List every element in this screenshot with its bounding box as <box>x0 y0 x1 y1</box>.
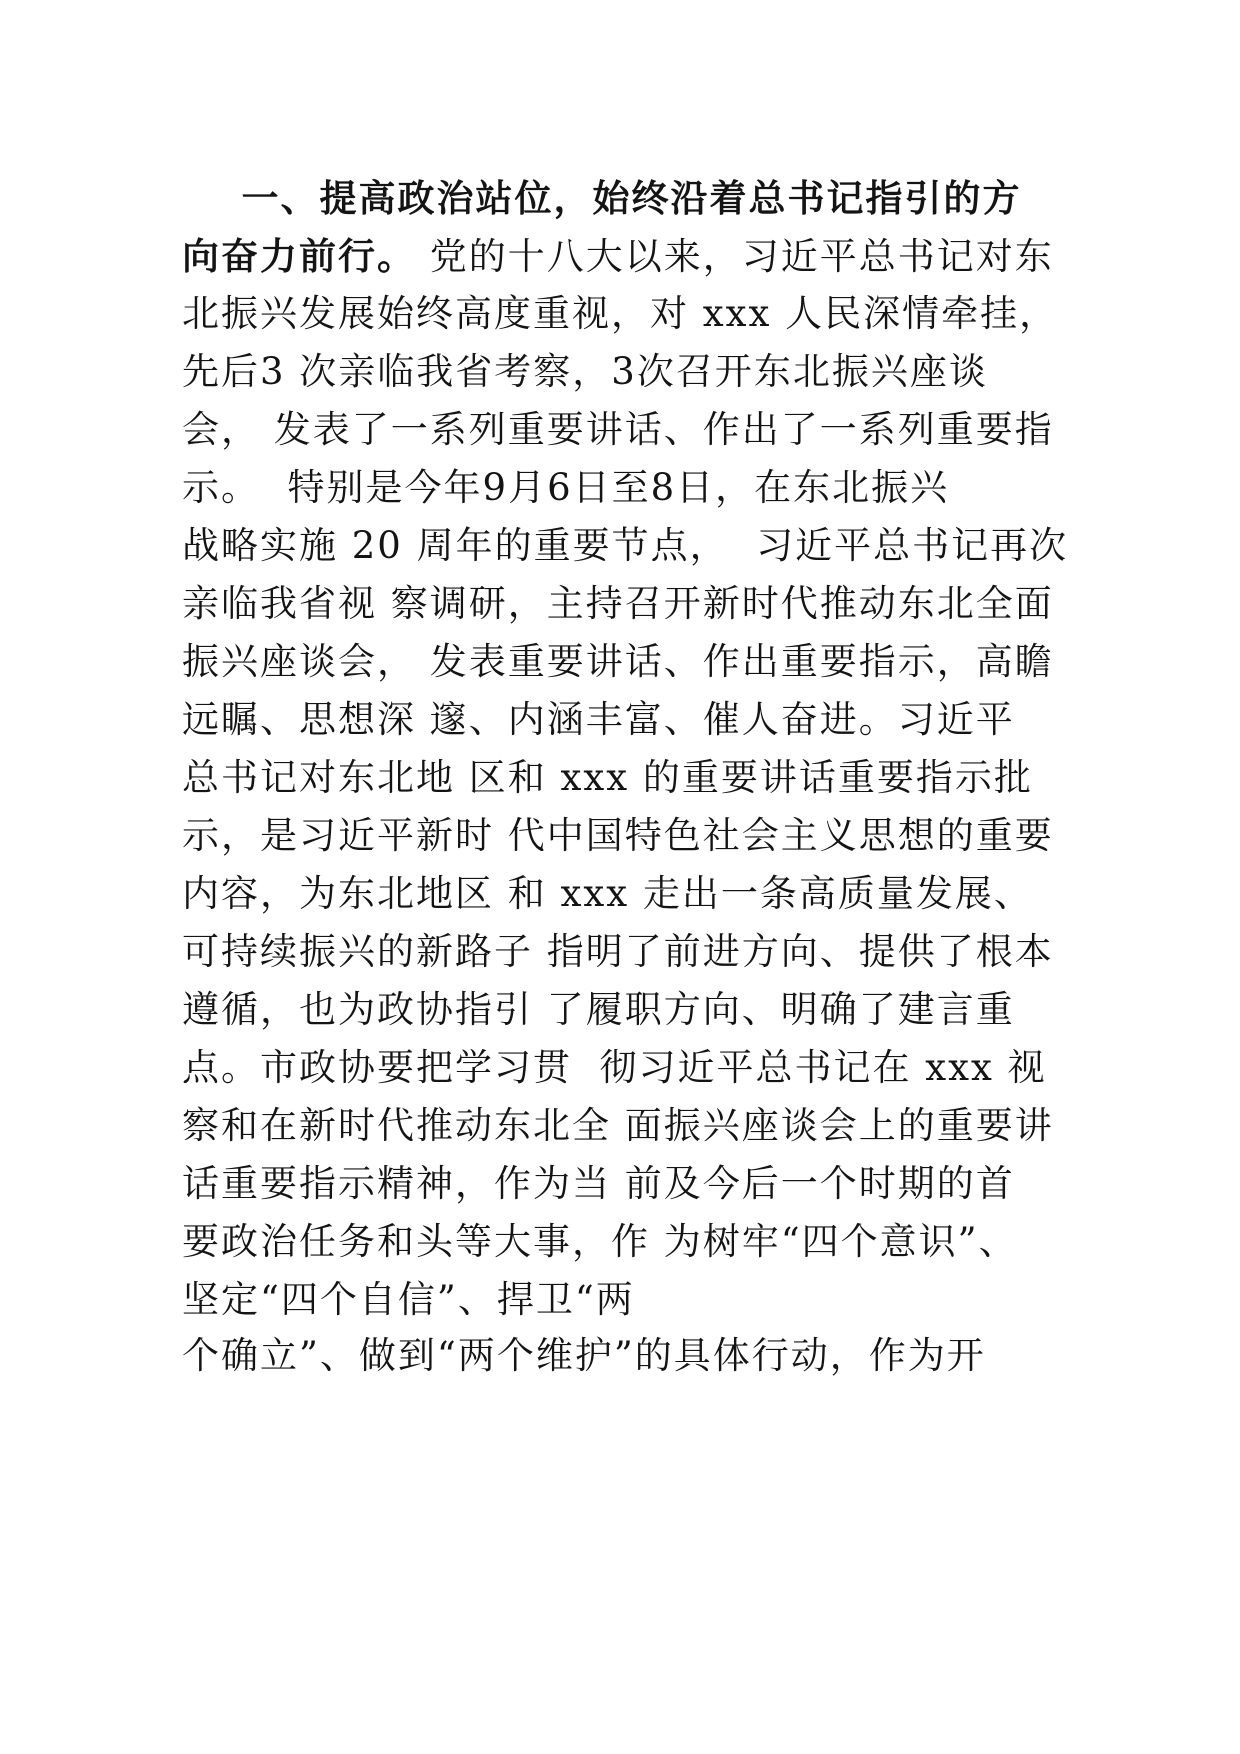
paragraph-line: 遵循，也为政协指引 了履职方向、明确了建言重 <box>182 988 1015 1031</box>
paragraph-line: 北振兴发展始终高度重视，对 xxx 人民深情牵挂， <box>182 292 1059 335</box>
paragraph-line: 内容，为东北地区 和 xxx 走出一条高质量发展、 <box>182 872 1033 915</box>
paragraph-line: 要政治任务和头等大事，作 为树牢“四个意识”、 <box>182 1220 1018 1263</box>
paragraph-line: 总书记对东北地 区和 xxx 的重要讲话重要指示批 <box>182 756 1033 799</box>
paragraph-line: 战略实施 20 周年的重要节点， 习近平总书记再次 <box>182 524 1069 567</box>
paragraph-line: 远瞩、思想深 邃、内涵丰富、催人奋进。习近平 <box>182 698 1015 741</box>
paragraph-line: 话重要指示精神，作为当 前及今后一个时期的首 <box>182 1162 1015 1205</box>
paragraph-line: 先后3 次亲临我省考察，3次召开东北振兴座谈 <box>182 350 988 393</box>
paragraph-line: 坚定“四个自信”、捍卫“两 <box>182 1278 635 1321</box>
paragraph-line <box>182 226 1054 286</box>
paragraph-line: 点。市政协要把学习贯 彻习近平总书记在 xxx 视 <box>182 1046 1047 1089</box>
paragraph-line: 会， 发表了一系列重要讲话、作出了一系列重要指 <box>182 408 1054 451</box>
paragraph-line: 可持续振兴的新路子 指明了前进方向、提供了根本 <box>182 930 1054 973</box>
paragraph-line: 示。 特别是今年9月6日至8日，在东北振兴 <box>182 466 950 509</box>
paragraph-line: 振兴座谈会， 发表重要讲话、作出重要指示，高瞻 <box>182 640 1054 683</box>
paragraph-line: 示，是习近平新时 代中国特色社会主义思想的重要 <box>182 814 1054 857</box>
paragraph-line: 察和在新时代推动东北全 面振兴座谈会上的重要讲 <box>182 1104 1054 1147</box>
section-heading-end: 向奋力前行。 <box>182 234 416 278</box>
paragraph-text: 党的十八大以来，习近平总书记对东 <box>416 235 1054 278</box>
paragraph-line: 个确立”、做到“两个维护”的具体行动，作为开 <box>182 1334 986 1377</box>
section-heading-line: 一、提高政治站位，始终沿着总书记指引的方 <box>182 176 1022 220</box>
paragraph-line: 亲临我省视 察调研，主持召开新时代推动东北全面 <box>182 582 1054 625</box>
